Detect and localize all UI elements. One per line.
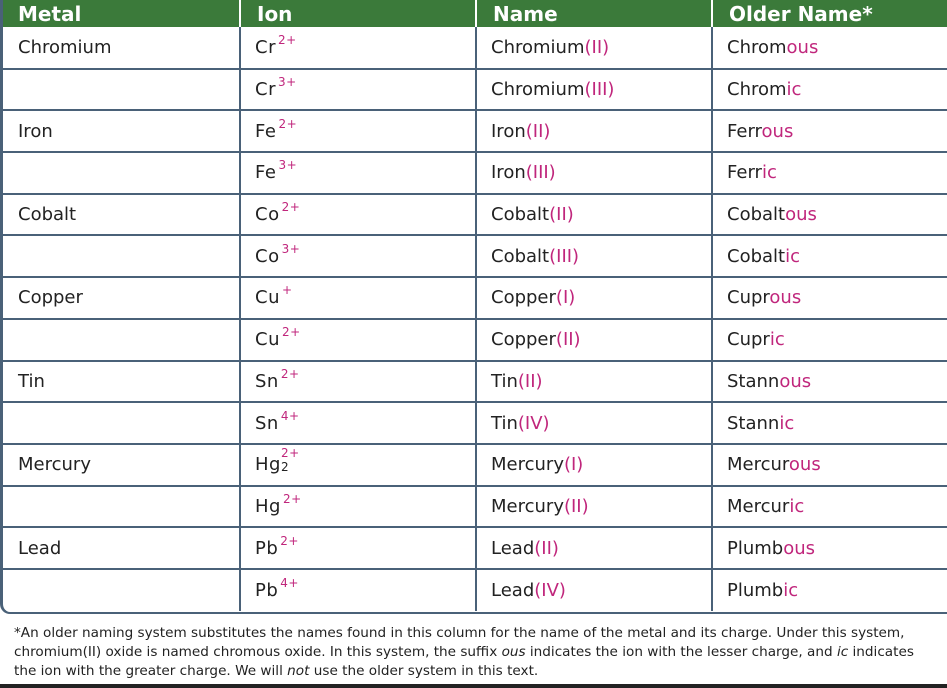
name-roman-charge: (II) <box>534 537 559 559</box>
table-row <box>0 402 947 444</box>
ion-cell <box>240 486 476 528</box>
older-name-stem: Chrom <box>727 79 787 101</box>
ion-charge: 3+ <box>278 158 298 173</box>
older-name-suffix: ic <box>786 79 802 101</box>
ion-charge: + <box>281 283 293 298</box>
footnote-text-2: indicates the ion with the lesser charge, and <box>525 644 837 660</box>
ion-symbol: Sn <box>255 370 279 392</box>
name-base: Lead <box>491 537 535 559</box>
table-row <box>0 110 947 152</box>
name-cell <box>476 110 712 152</box>
ion-charge: 2+ <box>280 533 299 548</box>
older-name-suffix: ous <box>785 204 817 226</box>
ion-symbol: Pb <box>255 537 279 559</box>
name-cell <box>476 444 712 486</box>
older-name-stem: Ferr <box>727 162 762 184</box>
older-name-cell <box>712 319 947 361</box>
name-cell <box>476 152 712 194</box>
older-name-cell <box>712 235 947 277</box>
name-roman-charge: (IV) <box>534 579 566 601</box>
name-roman-charge: (II) <box>549 204 574 226</box>
footnote-emphasis-ous: ous <box>501 644 526 660</box>
older-name-suffix: ous <box>786 36 819 58</box>
ion-charge: 2+ <box>278 116 298 131</box>
metal-cell <box>0 69 240 111</box>
header-ion: Ion <box>240 0 476 27</box>
ion-cell <box>240 444 476 486</box>
name-roman-charge: (I) <box>555 287 576 309</box>
name-base: Chromium <box>491 36 585 58</box>
ion-charge: 2+ <box>280 366 300 381</box>
metal-cell: Chromium <box>0 27 240 69</box>
name-base: Cobalt <box>491 204 550 226</box>
older-name-stem: Plumb <box>727 537 784 559</box>
metal-cell: Copper <box>0 277 240 319</box>
older-name-stem: Cobalt <box>727 245 786 267</box>
footnote-text-1: *An older naming system substitutes the names found in this column for the name of the metal and its charge. Under this system, chromium(II) oxide is named chromous oxide. In this system, the suffix <box>14 625 905 660</box>
metal-cell <box>0 486 240 528</box>
name-base: Copper <box>491 287 556 309</box>
ion-cell <box>240 194 476 236</box>
older-name-suffix: ous <box>783 537 816 559</box>
ion-cell <box>240 152 476 194</box>
older-name-suffix: ic <box>789 495 805 517</box>
header-older-name: Older Name* <box>712 0 947 27</box>
older-name-suffix: ic <box>779 412 795 434</box>
name-base: Cobalt <box>491 245 550 267</box>
older-name-cell <box>712 444 947 486</box>
metal-cell: Iron <box>0 110 240 152</box>
table-row <box>0 235 947 277</box>
older-name-cell <box>712 569 947 611</box>
metal-cell: Mercury <box>0 444 240 486</box>
older-name-cell <box>712 486 947 528</box>
older-name-stem: Mercur <box>727 495 790 517</box>
ion-symbol: Fe <box>255 120 277 142</box>
table-row <box>0 277 947 319</box>
metal-cell: Lead <box>0 527 240 569</box>
ion-symbol: Hg <box>255 495 281 517</box>
name-cell <box>476 235 712 277</box>
ion-charge: 2+ <box>281 325 301 340</box>
table-row <box>0 361 947 403</box>
metal-cell: Cobalt <box>0 194 240 236</box>
footnote-text-3: indicates the ion with the greater charge. We will <box>14 644 914 679</box>
ion-symbol: Cr <box>255 36 276 58</box>
older-name-suffix: ic <box>769 329 785 351</box>
older-name-suffix: ous <box>788 454 821 476</box>
name-cell <box>476 569 712 611</box>
table-header-row <box>0 0 947 27</box>
older-name-suffix: ous <box>769 287 802 309</box>
ion-charge: 4+ <box>280 575 299 590</box>
ion-sub-sup <box>280 446 300 475</box>
ion-symbol: Co <box>255 245 280 267</box>
older-name-suffix: ic <box>785 245 801 267</box>
name-base: Iron <box>491 120 526 142</box>
older-name-stem: Cobalt <box>727 204 786 226</box>
name-cell <box>476 319 712 361</box>
ion-symbol: Fe <box>255 162 277 184</box>
name-base: Tin <box>491 370 518 392</box>
ion-subscript: 2 <box>280 460 290 475</box>
table-row <box>0 69 947 111</box>
name-roman-charge: (II) <box>555 329 581 351</box>
ion-symbol: Hg <box>255 454 281 476</box>
older-name-cell <box>712 361 947 403</box>
metal-cell <box>0 319 240 361</box>
older-name-stem: Ferr <box>727 120 762 142</box>
older-name-stem: Mercur <box>727 454 789 476</box>
ion-charge: 3+ <box>277 75 297 90</box>
name-cell <box>476 486 712 528</box>
name-roman-charge: (III) <box>584 79 615 101</box>
name-base: Chromium <box>491 79 585 101</box>
name-roman-charge: (IV) <box>517 412 550 434</box>
name-roman-charge: (II) <box>563 495 589 517</box>
name-roman-charge: (III) <box>549 245 580 267</box>
name-roman-charge: (II) <box>525 120 551 142</box>
metal-cell <box>0 235 240 277</box>
ion-cell <box>240 319 476 361</box>
footnote-emphasis-ic: ic <box>836 644 849 660</box>
older-name-cell <box>712 402 947 444</box>
name-roman-charge: (I) <box>563 454 584 476</box>
metal-cell <box>0 402 240 444</box>
older-name-stem: Chrom <box>727 36 787 58</box>
name-base: Iron <box>491 162 526 184</box>
older-name-cell <box>712 27 947 69</box>
name-cell <box>476 277 712 319</box>
name-cell <box>476 361 712 403</box>
ion-cell <box>240 235 476 277</box>
metal-cell <box>0 152 240 194</box>
table-row <box>0 444 947 486</box>
older-name-stem: Stann <box>727 370 780 392</box>
older-name-cell <box>712 194 947 236</box>
older-name-cell <box>712 152 947 194</box>
ion-cell <box>240 402 476 444</box>
footnote-text-4: use the older system in this text. <box>309 663 539 679</box>
footnote <box>14 624 938 681</box>
older-name-stem: Stann <box>727 412 780 434</box>
header-metal: Metal <box>0 0 240 27</box>
page-bottom-bar <box>0 684 947 688</box>
older-name-suffix: ic <box>783 579 799 601</box>
ion-cell <box>240 27 476 69</box>
name-base: Lead <box>491 579 535 601</box>
name-cell <box>476 194 712 236</box>
ion-charge: 2+ <box>277 32 297 47</box>
older-name-cell <box>712 69 947 111</box>
name-cell <box>476 527 712 569</box>
older-name-suffix: ous <box>761 120 794 142</box>
ion-charge: 2+ <box>280 446 300 461</box>
ion-cell <box>240 569 476 611</box>
older-name-cell <box>712 277 947 319</box>
header-name: Name <box>476 0 712 27</box>
older-name-stem: Cupr <box>727 287 770 309</box>
ion-charge: 2+ <box>281 200 301 215</box>
name-roman-charge: (II) <box>517 370 543 392</box>
ion-charge: 4+ <box>280 408 300 423</box>
older-name-cell <box>712 110 947 152</box>
name-base: Copper <box>491 329 556 351</box>
ion-cell <box>240 277 476 319</box>
name-base: Mercury <box>491 454 564 476</box>
table-row <box>0 569 947 611</box>
older-name-stem: Plumb <box>727 579 784 601</box>
older-name-cell <box>712 527 947 569</box>
ion-symbol: Cu <box>255 329 280 351</box>
footnote-emphasis-not: not <box>287 663 310 679</box>
name-cell <box>476 69 712 111</box>
metal-cell: Tin <box>0 361 240 403</box>
ion-cell <box>240 361 476 403</box>
name-cell <box>476 402 712 444</box>
metal-cell <box>0 569 240 611</box>
table-row <box>0 194 947 236</box>
ion-symbol: Sn <box>255 412 279 434</box>
older-name-suffix: ic <box>761 162 777 184</box>
older-name-stem: Cupr <box>727 329 770 351</box>
name-roman-charge: (III) <box>525 162 556 184</box>
table-row <box>0 152 947 194</box>
ion-cell <box>240 110 476 152</box>
ion-symbol: Co <box>255 204 280 226</box>
ion-symbol: Pb <box>255 579 279 601</box>
ion-symbol: Cr <box>255 79 276 101</box>
ion-cell <box>240 69 476 111</box>
table-row <box>0 27 947 69</box>
table-row <box>0 486 947 528</box>
older-name-suffix: ous <box>779 370 812 392</box>
ion-symbol: Cu <box>255 287 280 309</box>
ion-cell <box>240 527 476 569</box>
name-roman-charge: (II) <box>584 36 610 58</box>
table-row <box>0 527 947 569</box>
ion-charge: 2+ <box>282 491 302 506</box>
name-cell <box>476 27 712 69</box>
name-base: Mercury <box>491 495 564 517</box>
name-base: Tin <box>491 412 518 434</box>
ion-charge: 3+ <box>281 241 301 256</box>
table-row <box>0 319 947 361</box>
